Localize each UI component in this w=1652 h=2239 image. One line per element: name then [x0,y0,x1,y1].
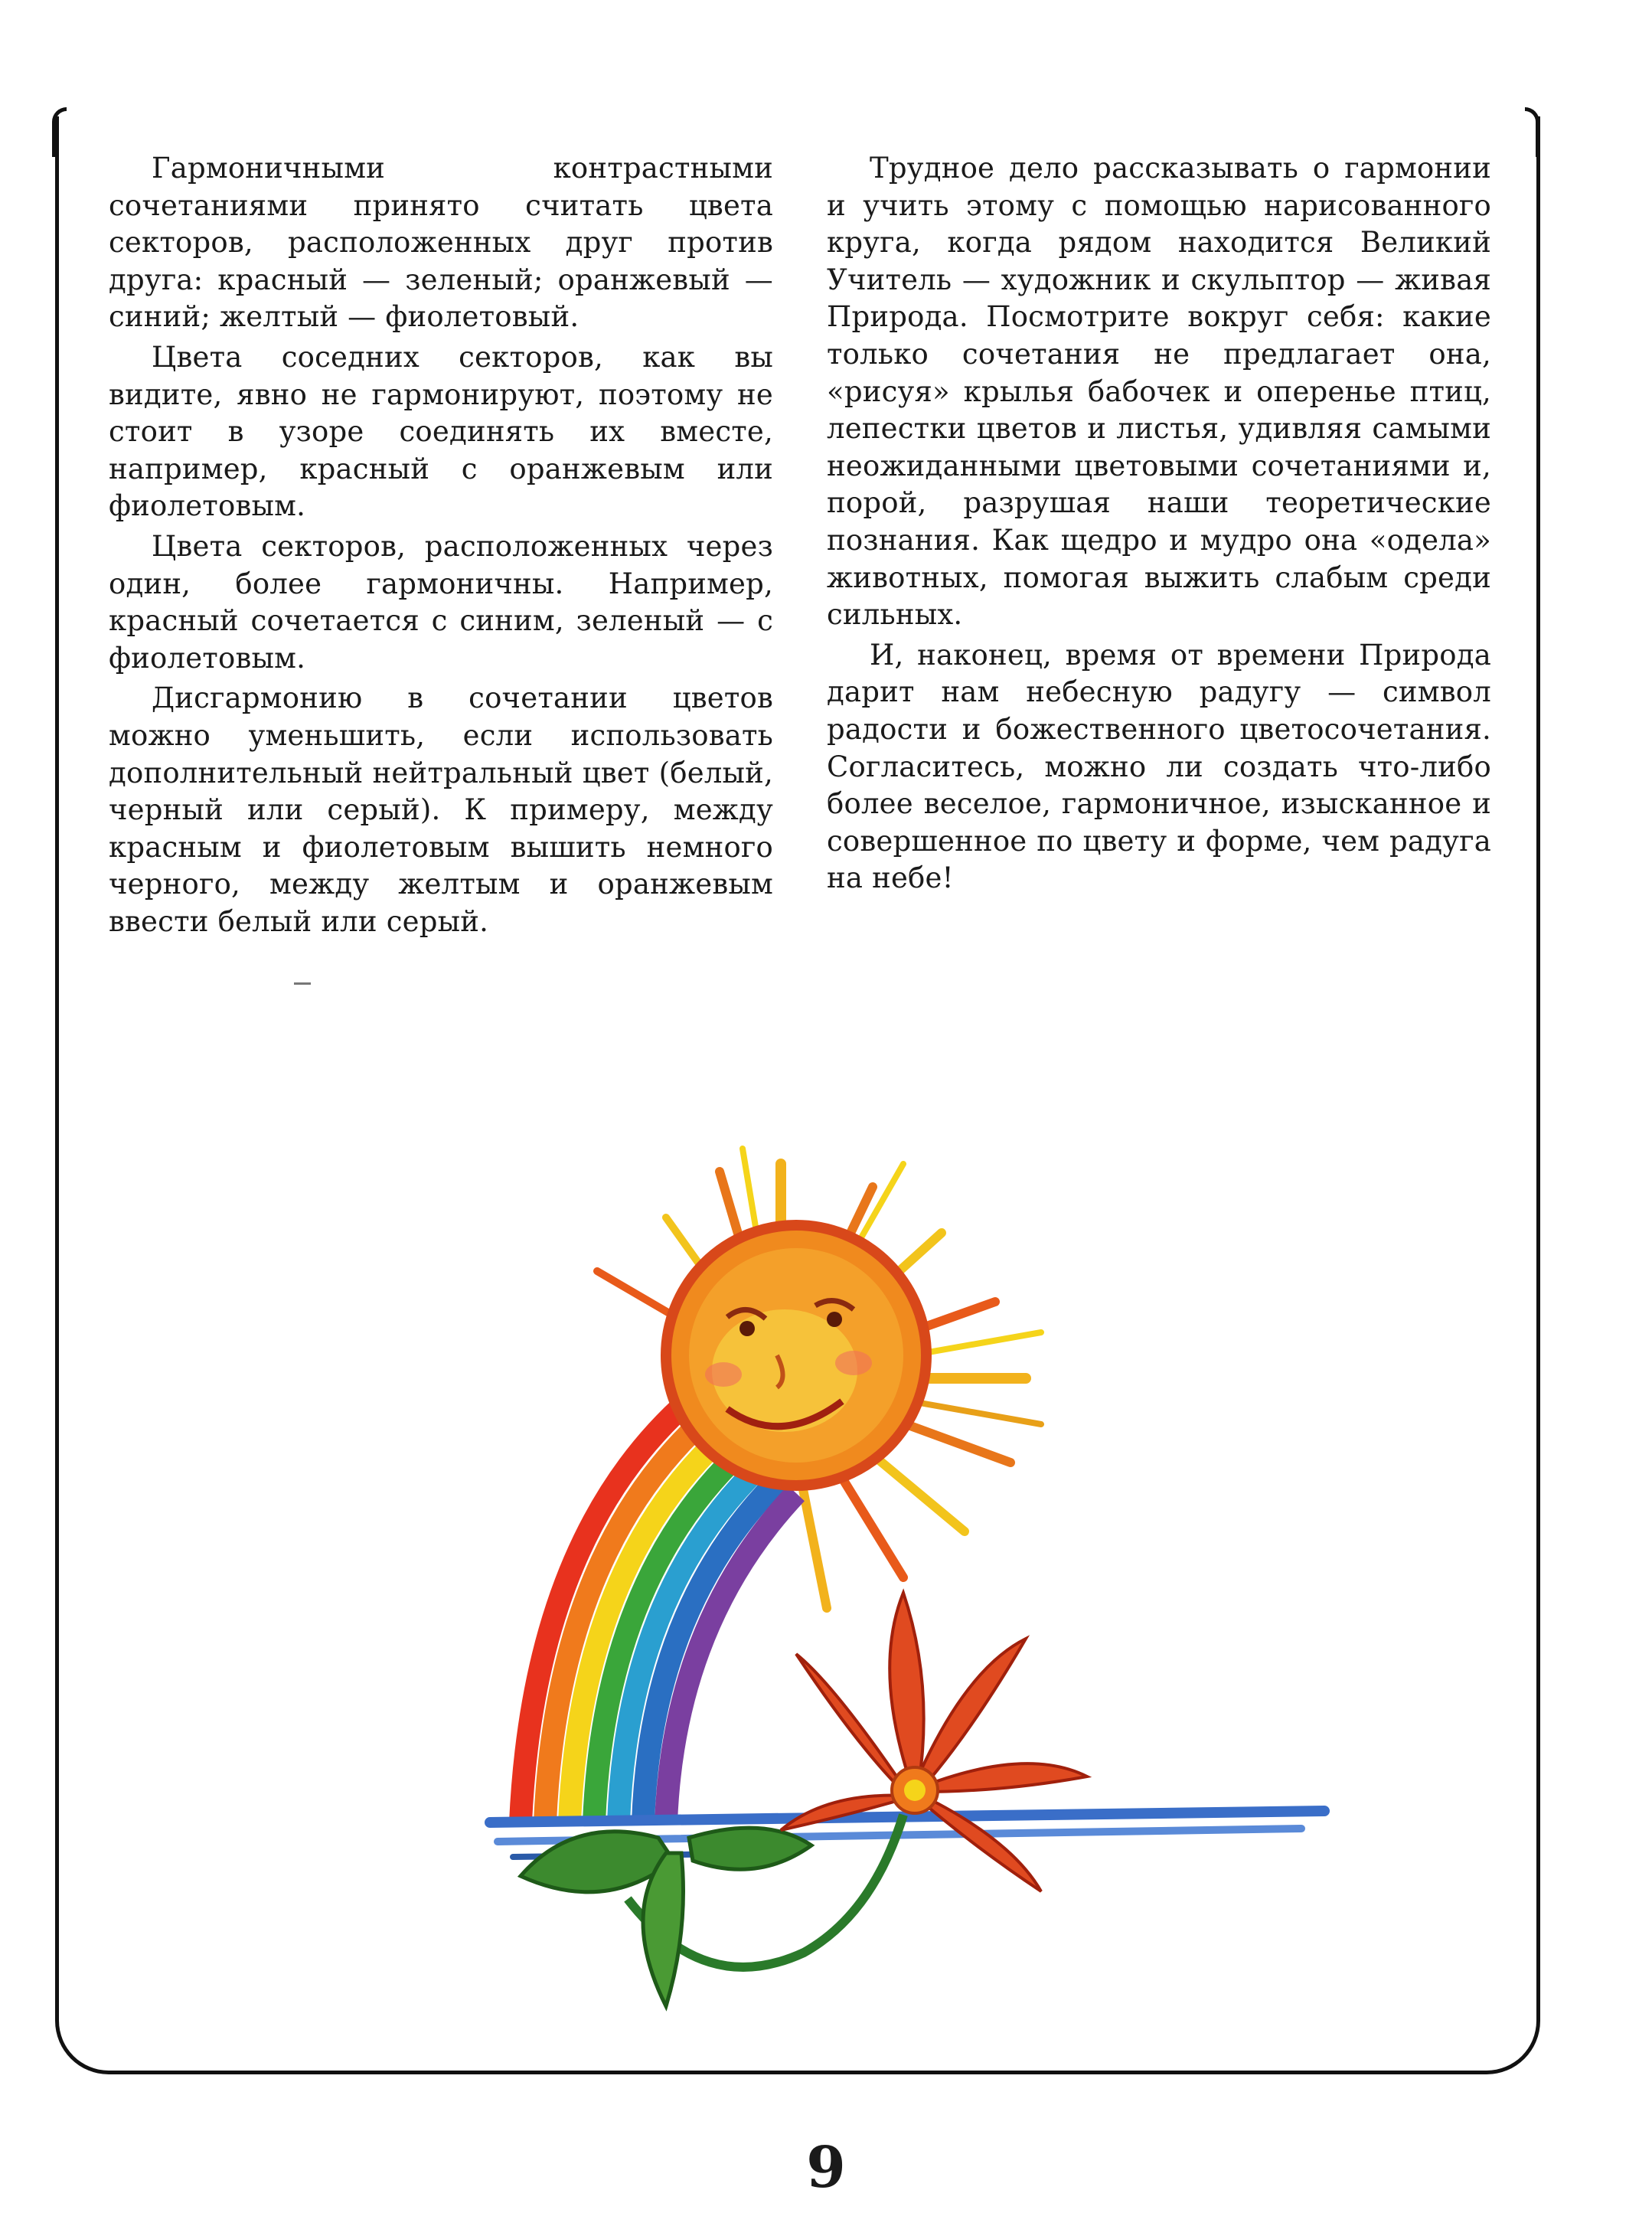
left-text-column [109,150,773,943]
paragraph: И, наконец, время от времени Природа дарит нам небесную радугу — символ радости и божественного цветосочетания. Согласитесь, можно ли создать что-либо более веселое, гармоничное, изысканное и совершенное по цвету и форме, чем радуга на небе! [827,638,1491,895]
paragraph: Гармоничными контрастными сочетаниями принято считать цвета секторов, расположенных друг против друга: красный — зеленый; оранжевый — синий; желтый — фиолетовый. [109,152,773,334]
paragraph: Цвета соседних секторов, как вы видите, явно не гармонируют, поэтому не стоит в узоре соединять их вместе, например, красный с оранжевым или фиолетовым. [109,340,773,523]
leaves [521,1828,811,2006]
flower [781,1593,1087,1891]
sun-rainbow-flower-illustration [475,1103,1393,2052]
print-speck [294,982,311,985]
sun-face [666,1225,926,1486]
paragraph: Цвета секторов, расположенных через один, более гармоничны. Например, красный сочетается с синим, зеленый — с фиолетовым. [109,529,773,675]
right-text-column [827,150,1491,901]
page-number: 9 [806,2135,846,2201]
paragraph: Трудное дело рассказывать о гармонии и учить этому с помощью нарисованного круга, когда рядом находится Великий Учитель — художник и скульптор — живая Природа. Посмотрите вокруг себя: какие только сочетания не предлагает она, «рисуя» крылья бабочек и оперенье птиц, лепестки цветов и листья, удивляя самыми неожиданными цветовыми сочетаниями и, порой, разрушая наши теоретические познания. Как щедро и мудро она «одела» животных, помогая выжить слабым среди сильных. [827,152,1491,632]
paragraph: Дисгармонию в сочетании цветов можно уменьшить, если использовать дополнительный нейтральный цвет (белый, черный или серый). К примеру, между красным и фиолетовым вышить немного черного, между желтым и оранжевым ввести белый или серый. [109,682,773,938]
